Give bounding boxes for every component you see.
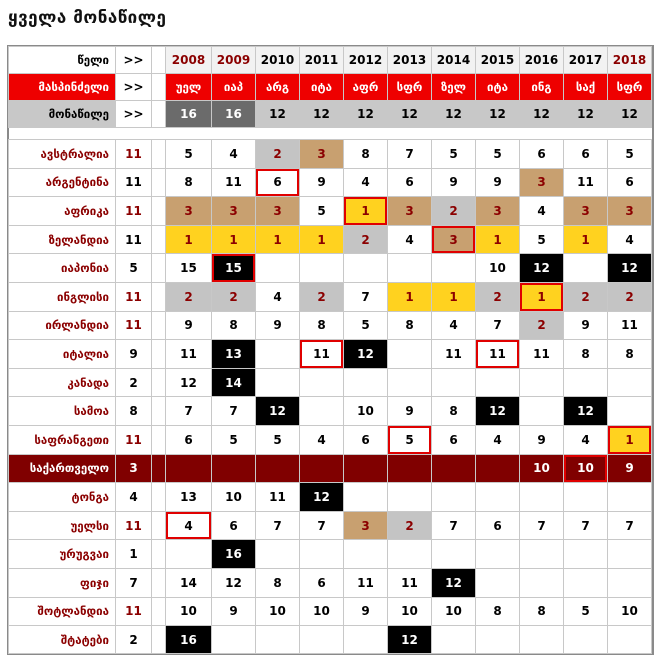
host-header-row	[9, 74, 652, 101]
participation-count: 11	[116, 597, 152, 626]
result-cell: 13	[212, 340, 256, 369]
result-cell: 10	[608, 597, 652, 626]
result-cell: 10	[212, 483, 256, 512]
result-cell: 7	[520, 511, 564, 540]
country-name[interactable]: საფრანგეთი	[9, 425, 116, 454]
result-cell	[256, 368, 300, 397]
result-cell: 3	[476, 197, 520, 226]
participation-count: 11	[116, 311, 152, 340]
result-cell: 8	[608, 340, 652, 369]
result-cell	[432, 626, 476, 654]
result-cell: 5	[256, 425, 300, 454]
host-cell: უელ	[166, 74, 212, 101]
participation-count: 11	[116, 140, 152, 169]
result-cell: 7	[388, 140, 432, 169]
result-cell: 9	[564, 311, 608, 340]
result-cell: 3	[564, 197, 608, 226]
result-cell: 10	[166, 597, 212, 626]
result-cell	[432, 254, 476, 283]
result-cell	[476, 454, 520, 483]
year-header-row	[9, 47, 652, 74]
participants-cell: 12	[432, 101, 476, 128]
result-cell: 9	[608, 454, 652, 483]
country-name[interactable]: შოტლანდია	[9, 597, 116, 626]
participation-count: 5	[116, 254, 152, 283]
result-cell: 7	[608, 511, 652, 540]
result-cell: 6	[344, 425, 388, 454]
table-row	[9, 311, 652, 340]
result-cell: 3	[256, 197, 300, 226]
participation-count: 11	[116, 425, 152, 454]
result-cell: 4	[520, 197, 564, 226]
result-cell: 11	[300, 340, 344, 369]
result-cell	[166, 540, 212, 569]
host-cell: იტა	[300, 74, 344, 101]
result-cell: 7	[564, 511, 608, 540]
result-cell: 3	[344, 511, 388, 540]
participants-header-row	[9, 101, 652, 128]
result-cell: 9	[388, 397, 432, 426]
result-cell: 10	[432, 597, 476, 626]
year-expand-button[interactable]: >>	[116, 47, 152, 74]
result-cell	[344, 254, 388, 283]
result-cell: 1	[608, 425, 652, 454]
result-cell	[520, 397, 564, 426]
result-cell	[388, 340, 432, 369]
result-cell: 12	[388, 626, 432, 654]
result-cell: 11	[520, 340, 564, 369]
result-cell: 7	[344, 282, 388, 311]
result-cell: 12	[344, 340, 388, 369]
country-name[interactable]: სამოა	[9, 397, 116, 426]
result-cell: 7	[432, 511, 476, 540]
result-cell: 9	[476, 168, 520, 197]
host-cell: იაპ	[212, 74, 256, 101]
result-cell: 11	[256, 483, 300, 512]
result-cell: 1	[520, 282, 564, 311]
result-cell	[300, 540, 344, 569]
result-cell	[300, 254, 344, 283]
year-cell: 2008	[166, 47, 212, 74]
result-cell: 12	[300, 483, 344, 512]
result-cell: 6	[388, 168, 432, 197]
country-name[interactable]: ურუგვაი	[9, 540, 116, 569]
result-cell: 9	[300, 168, 344, 197]
result-cell	[520, 568, 564, 597]
result-cell: 2	[432, 197, 476, 226]
table-row	[9, 282, 652, 311]
result-cell: 12	[432, 568, 476, 597]
country-name[interactable]: საქართველო	[9, 454, 116, 483]
result-cell: 5	[476, 140, 520, 169]
result-cell	[432, 483, 476, 512]
result-cell	[608, 368, 652, 397]
participants-header-label: მონაწილე	[9, 101, 116, 128]
host-cell: აფრ	[344, 74, 388, 101]
result-cell: 5	[564, 597, 608, 626]
result-cell	[256, 340, 300, 369]
result-cell: 4	[608, 225, 652, 254]
country-name[interactable]: ფიჯი	[9, 568, 116, 597]
result-cell	[608, 483, 652, 512]
result-cell	[520, 368, 564, 397]
result-cell: 5	[212, 425, 256, 454]
host-cell: ზელ	[432, 74, 476, 101]
result-cell: 9	[344, 597, 388, 626]
result-cell: 11	[564, 168, 608, 197]
result-cell	[476, 626, 520, 654]
result-cell	[300, 368, 344, 397]
result-cell	[300, 397, 344, 426]
result-cell: 2	[388, 511, 432, 540]
result-cell: 1	[166, 225, 212, 254]
participation-count: 9	[116, 340, 152, 369]
result-cell: 4	[388, 225, 432, 254]
result-cell: 7	[256, 511, 300, 540]
table-row	[9, 425, 652, 454]
participation-count: 11	[116, 197, 152, 226]
participation-count: 8	[116, 397, 152, 426]
result-cell: 11	[608, 311, 652, 340]
result-cell	[608, 626, 652, 654]
result-cell: 8	[300, 311, 344, 340]
country-name[interactable]: იაპონია	[9, 254, 116, 283]
table-row	[9, 626, 652, 654]
table-row	[9, 140, 652, 169]
result-cell: 16	[166, 626, 212, 654]
result-cell: 10	[256, 597, 300, 626]
result-cell: 4	[256, 282, 300, 311]
participants-cell: 16	[166, 101, 212, 128]
participation-count: 2	[116, 626, 152, 654]
result-cell: 15	[212, 254, 256, 283]
year-cell: 2017	[564, 47, 608, 74]
result-cell	[564, 568, 608, 597]
result-cell	[476, 568, 520, 597]
result-cell	[256, 454, 300, 483]
result-cell: 6	[432, 425, 476, 454]
result-cell: 2	[476, 282, 520, 311]
host-cell: იტა	[476, 74, 520, 101]
table-row	[9, 197, 652, 226]
result-cell: 4	[432, 311, 476, 340]
result-cell	[564, 540, 608, 569]
result-cell: 4	[344, 168, 388, 197]
result-cell	[300, 626, 344, 654]
result-cell: 13	[166, 483, 212, 512]
year-cell: 2013	[388, 47, 432, 74]
result-cell: 10	[520, 454, 564, 483]
result-cell: 8	[166, 168, 212, 197]
table-row	[9, 597, 652, 626]
result-cell	[344, 626, 388, 654]
result-cell	[166, 454, 212, 483]
result-cell: 4	[212, 140, 256, 169]
participation-count: 1	[116, 540, 152, 569]
result-cell: 14	[166, 568, 212, 597]
result-cell: 8	[256, 568, 300, 597]
result-cell: 7	[300, 511, 344, 540]
result-cell: 8	[476, 597, 520, 626]
result-cell: 2	[212, 282, 256, 311]
country-name[interactable]: აფრიკა	[9, 197, 116, 226]
result-cell: 7	[476, 311, 520, 340]
result-cell	[520, 483, 564, 512]
participation-count: 11	[116, 225, 152, 254]
result-cell: 1	[212, 225, 256, 254]
year-cell: 2018	[608, 47, 652, 74]
result-cell: 5	[344, 311, 388, 340]
participation-count: 11	[116, 511, 152, 540]
result-cell: 9	[166, 311, 212, 340]
result-cell	[212, 454, 256, 483]
result-cell: 6	[166, 425, 212, 454]
result-cell: 11	[432, 340, 476, 369]
result-cell: 2	[608, 282, 652, 311]
result-cell	[564, 368, 608, 397]
result-cell	[388, 483, 432, 512]
result-cell: 7	[166, 397, 212, 426]
participants-cell: 12	[388, 101, 432, 128]
result-cell	[388, 368, 432, 397]
table-row	[9, 454, 652, 483]
result-cell: 6	[212, 511, 256, 540]
result-cell: 1	[476, 225, 520, 254]
participants-cell: 12	[608, 101, 652, 128]
country-name[interactable]: იტალია	[9, 340, 116, 369]
result-cell: 16	[212, 540, 256, 569]
result-cell: 2	[256, 140, 300, 169]
host-header-label: მასპინძელი	[9, 74, 116, 101]
country-name[interactable]: უელსი	[9, 511, 116, 540]
result-cell: 15	[166, 254, 212, 283]
result-cell: 1	[256, 225, 300, 254]
result-cell	[432, 540, 476, 569]
result-cell: 12	[212, 568, 256, 597]
result-cell	[564, 254, 608, 283]
result-cell: 3	[212, 197, 256, 226]
result-cell	[520, 540, 564, 569]
result-cell: 3	[608, 197, 652, 226]
country-name[interactable]: შტატები	[9, 626, 116, 654]
result-cell: 12	[476, 397, 520, 426]
year-cell: 2011	[300, 47, 344, 74]
result-cell: 9	[212, 597, 256, 626]
participation-count: 7	[116, 568, 152, 597]
country-name[interactable]: ავსტრალია	[9, 140, 116, 169]
page-title: ყველა მონაწილე	[8, 8, 167, 28]
result-cell: 6	[476, 511, 520, 540]
result-cell: 6	[520, 140, 564, 169]
result-cell: 11	[344, 568, 388, 597]
result-cell: 7	[212, 397, 256, 426]
result-cell: 1	[388, 282, 432, 311]
country-name[interactable]: ზელანდია	[9, 225, 116, 254]
result-cell	[344, 368, 388, 397]
result-cell: 11	[388, 568, 432, 597]
result-cell: 2	[344, 225, 388, 254]
result-cell: 5	[432, 140, 476, 169]
host-cell: არგ	[256, 74, 300, 101]
country-name[interactable]: ინგლისი	[9, 282, 116, 311]
result-cell: 9	[256, 311, 300, 340]
result-cell	[344, 483, 388, 512]
result-cell	[388, 540, 432, 569]
year-cell: 2012	[344, 47, 388, 74]
result-cell	[344, 454, 388, 483]
country-name[interactable]: არგენტინა	[9, 168, 116, 197]
result-cell: 8	[344, 140, 388, 169]
result-cell: 12	[608, 254, 652, 283]
table-row	[9, 540, 652, 569]
result-cell: 10	[388, 597, 432, 626]
result-cell: 10	[564, 454, 608, 483]
table-row	[9, 568, 652, 597]
participation-count: 2	[116, 368, 152, 397]
participants-cell: 12	[256, 101, 300, 128]
result-cell: 2	[166, 282, 212, 311]
year-cell: 2010	[256, 47, 300, 74]
result-cell: 10	[344, 397, 388, 426]
result-cell: 2	[300, 282, 344, 311]
result-cell	[256, 540, 300, 569]
result-cell	[344, 540, 388, 569]
result-cell	[608, 397, 652, 426]
year-header-label: წელი	[9, 47, 116, 74]
result-cell: 5	[300, 197, 344, 226]
result-cell: 1	[300, 225, 344, 254]
result-cell	[432, 368, 476, 397]
result-cell: 9	[432, 168, 476, 197]
result-cell	[608, 540, 652, 569]
result-cell: 14	[212, 368, 256, 397]
result-cell: 6	[608, 168, 652, 197]
participants-cell: 12	[476, 101, 520, 128]
table-row	[9, 511, 652, 540]
host-cell: სფრ	[608, 74, 652, 101]
result-cell: 11	[212, 168, 256, 197]
result-cell	[212, 626, 256, 654]
result-cell	[476, 368, 520, 397]
result-cell: 8	[564, 340, 608, 369]
results-table	[8, 46, 652, 654]
result-cell	[388, 454, 432, 483]
result-cell: 2	[520, 311, 564, 340]
result-cell	[476, 483, 520, 512]
country-name[interactable]: ტონგა	[9, 483, 116, 512]
year-cell: 2015	[476, 47, 520, 74]
result-cell: 11	[476, 340, 520, 369]
host-expand-button[interactable]: >>	[116, 74, 152, 101]
table-row	[9, 168, 652, 197]
result-cell: 6	[300, 568, 344, 597]
result-cell	[608, 568, 652, 597]
participants-cell: 12	[344, 101, 388, 128]
result-cell: 3	[166, 197, 212, 226]
result-cell: 12	[564, 397, 608, 426]
result-cell: 8	[432, 397, 476, 426]
result-cell: 10	[300, 597, 344, 626]
table-row	[9, 397, 652, 426]
result-cell	[388, 254, 432, 283]
result-cell: 3	[520, 168, 564, 197]
result-cell: 6	[256, 168, 300, 197]
participation-count: 11	[116, 168, 152, 197]
result-cell	[300, 454, 344, 483]
host-cell: ინგ	[520, 74, 564, 101]
result-cell: 4	[300, 425, 344, 454]
result-cell: 4	[166, 511, 212, 540]
participation-count: 11	[116, 282, 152, 311]
country-name[interactable]: კანადა	[9, 368, 116, 397]
result-cell: 3	[388, 197, 432, 226]
result-cell: 6	[564, 140, 608, 169]
table-row	[9, 340, 652, 369]
host-cell: სფრ	[388, 74, 432, 101]
result-cell	[564, 626, 608, 654]
table-row	[9, 254, 652, 283]
result-cell: 1	[344, 197, 388, 226]
result-cell: 8	[388, 311, 432, 340]
result-cell: 5	[520, 225, 564, 254]
result-cell: 10	[476, 254, 520, 283]
result-cell	[256, 254, 300, 283]
participants-cell: 12	[564, 101, 608, 128]
participants-cell: 12	[520, 101, 564, 128]
result-cell: 4	[476, 425, 520, 454]
result-cell: 9	[520, 425, 564, 454]
table-row	[9, 225, 652, 254]
result-cell: 12	[256, 397, 300, 426]
result-cell: 12	[166, 368, 212, 397]
participation-count: 4	[116, 483, 152, 512]
result-cell	[256, 626, 300, 654]
result-cell	[432, 454, 476, 483]
result-cell: 5	[388, 425, 432, 454]
result-cell: 5	[166, 140, 212, 169]
result-cell: 5	[608, 140, 652, 169]
result-cell	[564, 483, 608, 512]
result-cell: 8	[212, 311, 256, 340]
year-cell: 2016	[520, 47, 564, 74]
participants-expand-button[interactable]: >>	[116, 101, 152, 128]
result-cell: 8	[520, 597, 564, 626]
participants-cell: 12	[300, 101, 344, 128]
result-cell: 4	[564, 425, 608, 454]
result-cell: 1	[432, 282, 476, 311]
table-row	[9, 483, 652, 512]
result-cell: 3	[300, 140, 344, 169]
participants-cell: 16	[212, 101, 256, 128]
year-cell: 2014	[432, 47, 476, 74]
result-cell: 2	[564, 282, 608, 311]
host-cell: საქ	[564, 74, 608, 101]
result-cell: 12	[520, 254, 564, 283]
result-cell: 1	[564, 225, 608, 254]
table-row	[9, 368, 652, 397]
country-name[interactable]: ირლანდია	[9, 311, 116, 340]
result-cell: 3	[432, 225, 476, 254]
result-cell	[520, 626, 564, 654]
result-cell: 11	[166, 340, 212, 369]
participation-count: 3	[116, 454, 152, 483]
year-cell: 2009	[212, 47, 256, 74]
result-cell	[476, 540, 520, 569]
